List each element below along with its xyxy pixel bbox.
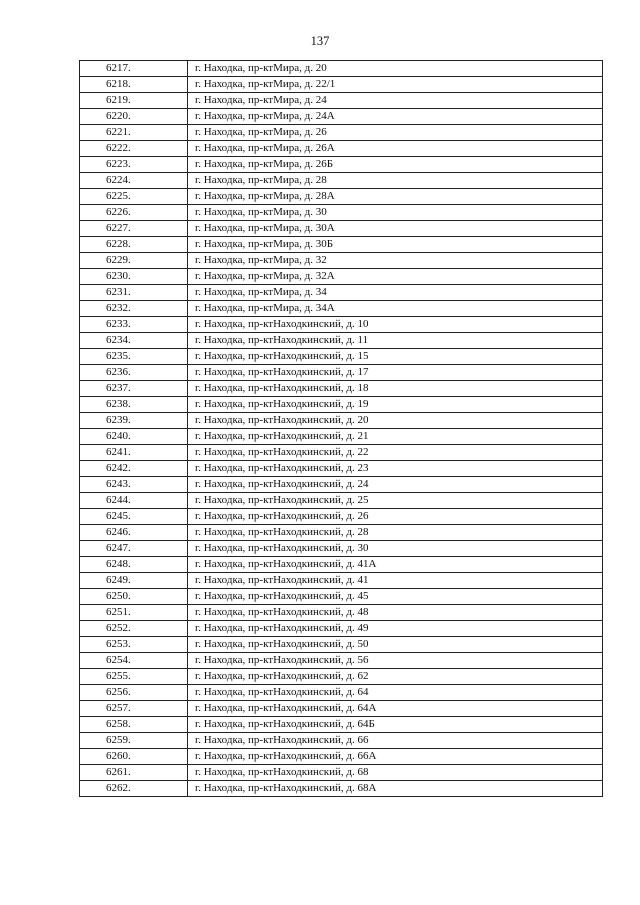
row-number: 6243. [80,477,188,493]
row-number: 6242. [80,461,188,477]
row-address: г. Находка, пр-ктНаходкинский, д. 20 [188,413,603,429]
row-address: г. Находка, пр-ктМира, д. 20 [188,61,603,77]
row-number: 6257. [80,701,188,717]
row-number: 6234. [80,333,188,349]
address-table-body [80,61,603,797]
row-number: 6221. [80,125,188,141]
row-address: г. Находка, пр-ктНаходкинский, д. 22 [188,445,603,461]
table-row [80,493,603,509]
row-address: г. Находка, пр-ктМира, д. 32А [188,269,603,285]
row-number: 6227. [80,221,188,237]
table-row [80,125,603,141]
row-number: 6250. [80,589,188,605]
row-address: г. Находка, пр-ктМира, д. 26 [188,125,603,141]
row-number: 6231. [80,285,188,301]
row-number: 6251. [80,605,188,621]
table-row [80,61,603,77]
row-number: 6225. [80,189,188,205]
table-row [80,269,603,285]
row-number: 6248. [80,557,188,573]
row-number: 6261. [80,765,188,781]
table-row [80,349,603,365]
table-row [80,317,603,333]
row-number: 6247. [80,541,188,557]
row-number: 6255. [80,669,188,685]
row-address: г. Находка, пр-ктНаходкинский, д. 24 [188,477,603,493]
table-row [80,77,603,93]
row-address: г. Находка, пр-ктНаходкинский, д. 64Б [188,717,603,733]
table-row [80,685,603,701]
table-row [80,461,603,477]
table-row [80,189,603,205]
table-row [80,749,603,765]
row-address: г. Находка, пр-ктМира, д. 24А [188,109,603,125]
table-row [80,109,603,125]
row-number: 6238. [80,397,188,413]
row-address: г. Находка, пр-ктНаходкинский, д. 68 [188,765,603,781]
row-address: г. Находка, пр-ктНаходкинский, д. 25 [188,493,603,509]
row-address: г. Находка, пр-ктНаходкинский, д. 18 [188,381,603,397]
row-number: 6256. [80,685,188,701]
table-row [80,413,603,429]
row-address: г. Находка, пр-ктМира, д. 30Б [188,237,603,253]
row-number: 6228. [80,237,188,253]
row-address: г. Находка, пр-ктНаходкинский, д. 50 [188,637,603,653]
row-address: г. Находка, пр-ктНаходкинский, д. 17 [188,365,603,381]
table-row [80,445,603,461]
row-number: 6232. [80,301,188,317]
row-number: 6233. [80,317,188,333]
table-row [80,733,603,749]
table-row [80,717,603,733]
table-row [80,157,603,173]
row-address: г. Находка, пр-ктМира, д. 30А [188,221,603,237]
address-table [79,60,603,797]
table-row [80,237,603,253]
row-address: г. Находка, пр-ктНаходкинский, д. 56 [188,653,603,669]
row-number: 6236. [80,365,188,381]
row-address: г. Находка, пр-ктМира, д. 28 [188,173,603,189]
row-address: г. Находка, пр-ктНаходкинский, д. 62 [188,669,603,685]
row-number: 6259. [80,733,188,749]
table-row [80,253,603,269]
table-row [80,781,603,797]
row-number: 6240. [80,429,188,445]
table-row [80,397,603,413]
row-number: 6217. [80,61,188,77]
row-number: 6239. [80,413,188,429]
row-number: 6226. [80,205,188,221]
row-address: г. Находка, пр-ктНаходкинский, д. 26 [188,509,603,525]
table-row [80,701,603,717]
table-row [80,221,603,237]
row-address: г. Находка, пр-ктНаходкинский, д. 64А [188,701,603,717]
row-number: 6249. [80,573,188,589]
table-row [80,573,603,589]
row-number: 6218. [80,77,188,93]
table-row [80,93,603,109]
row-address: г. Находка, пр-ктНаходкинский, д. 66А [188,749,603,765]
row-number: 6241. [80,445,188,461]
table-row [80,589,603,605]
row-address: г. Находка, пр-ктНаходкинский, д. 68А [188,781,603,797]
row-address: г. Находка, пр-ктНаходкинский, д. 41А [188,557,603,573]
table-row [80,285,603,301]
row-number: 6253. [80,637,188,653]
table-row [80,477,603,493]
row-number: 6245. [80,509,188,525]
row-address: г. Находка, пр-ктНаходкинский, д. 66 [188,733,603,749]
row-number: 6230. [80,269,188,285]
table-row [80,509,603,525]
row-number: 6220. [80,109,188,125]
row-address: г. Находка, пр-ктНаходкинский, д. 15 [188,349,603,365]
table-row [80,333,603,349]
row-address: г. Находка, пр-ктМира, д. 24 [188,93,603,109]
row-address: г. Находка, пр-ктНаходкинский, д. 19 [188,397,603,413]
row-address: г. Находка, пр-ктНаходкинский, д. 41 [188,573,603,589]
row-address: г. Находка, пр-ктНаходкинский, д. 49 [188,621,603,637]
row-address: г. Находка, пр-ктНаходкинский, д. 48 [188,605,603,621]
row-address: г. Находка, пр-ктМира, д. 22/1 [188,77,603,93]
row-address: г. Находка, пр-ктМира, д. 30 [188,205,603,221]
row-number: 6252. [80,621,188,637]
row-number: 6235. [80,349,188,365]
page-number: 137 [310,34,330,48]
row-number: 6219. [80,93,188,109]
row-address: г. Находка, пр-ктНаходкинский, д. 64 [188,685,603,701]
row-address: г. Находка, пр-ктНаходкинский, д. 45 [188,589,603,605]
row-address: г. Находка, пр-ктМира, д. 26А [188,141,603,157]
table-row [80,669,603,685]
table-row [80,541,603,557]
table-row [80,365,603,381]
row-address: г. Находка, пр-ктНаходкинский, д. 30 [188,541,603,557]
row-number: 6237. [80,381,188,397]
row-address: г. Находка, пр-ктНаходкинский, д. 11 [188,333,603,349]
table-row [80,381,603,397]
table-row [80,621,603,637]
row-address: г. Находка, пр-ктНаходкинский, д. 10 [188,317,603,333]
table-row [80,173,603,189]
table-row [80,205,603,221]
row-number: 6223. [80,157,188,173]
table-row [80,653,603,669]
row-number: 6244. [80,493,188,509]
row-number: 6229. [80,253,188,269]
row-number: 6246. [80,525,188,541]
row-address: г. Находка, пр-ктМира, д. 26Б [188,157,603,173]
table-row [80,141,603,157]
row-number: 6254. [80,653,188,669]
row-address: г. Находка, пр-ктНаходкинский, д. 23 [188,461,603,477]
row-address: г. Находка, пр-ктНаходкинский, д. 21 [188,429,603,445]
table-row [80,429,603,445]
row-number: 6224. [80,173,188,189]
table-row [80,637,603,653]
table-row [80,605,603,621]
row-address: г. Находка, пр-ктМира, д. 34А [188,301,603,317]
row-address: г. Находка, пр-ктНаходкинский, д. 28 [188,525,603,541]
row-number: 6258. [80,717,188,733]
table-row [80,301,603,317]
row-address: г. Находка, пр-ктМира, д. 28А [188,189,603,205]
row-number: 6222. [80,141,188,157]
table-row [80,765,603,781]
table-row [80,557,603,573]
table-row [80,525,603,541]
row-number: 6260. [80,749,188,765]
row-address: г. Находка, пр-ктМира, д. 34 [188,285,603,301]
row-number: 6262. [80,781,188,797]
row-address: г. Находка, пр-ктМира, д. 32 [188,253,603,269]
